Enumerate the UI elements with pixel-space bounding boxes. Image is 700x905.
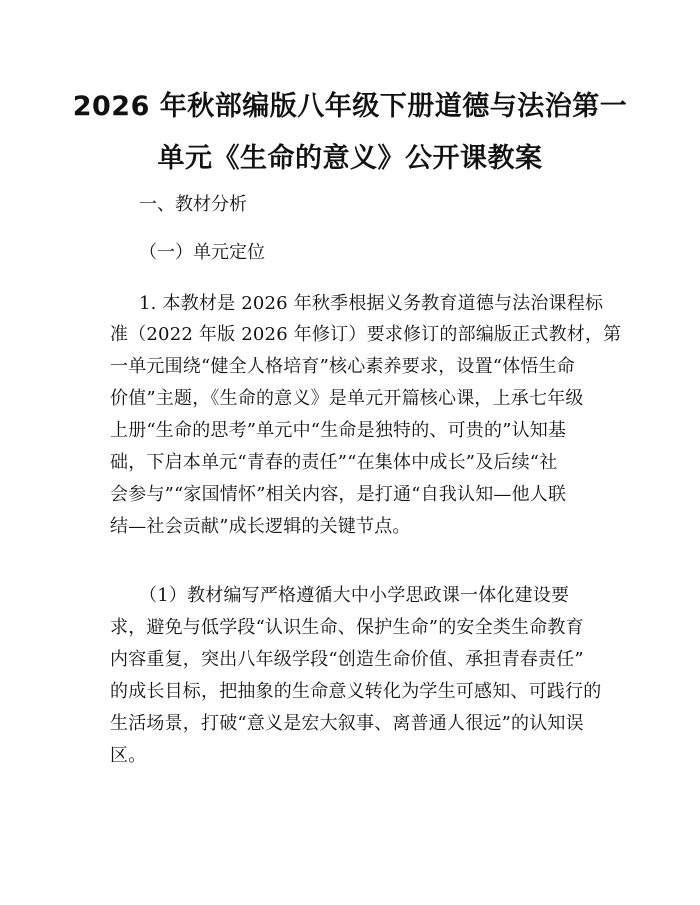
paragraph-1-line-7: 会参与”“家国情怀”相关内容，是打通“自我认知—他人联	[110, 484, 567, 505]
paragraph-1-line-8: 结—社会贡献”成长逻辑的关键节点。	[110, 516, 411, 537]
paragraph-1-line-6: 础，下启本单元“青春的责任”“在集体中成长”及后续“社	[110, 452, 558, 473]
paragraph-2-line-6: 区。	[110, 745, 147, 766]
paragraph-1-line-2: 准（2022 年版 2026 年修订）要求修订的部编版正式教材，第	[110, 324, 622, 345]
document-title-line-1: 2026 年秋部编版八年级下册道德与法治第一	[72, 91, 628, 122]
paragraph-2-line-2: 求，避免与低学段“认识生命、保护生命”的安全类生命教育	[110, 617, 584, 638]
paragraph-2-line-5: 生活场景，打破“意义是宏大叙事、离普通人很远”的认知误	[110, 713, 584, 734]
paragraph-2-line-1: （1）教材编写严格遵循大中小学思政课一体化建设要	[139, 585, 570, 606]
section-heading: 一、教材分析	[139, 194, 247, 215]
paragraph-1-line-3: 一单元围绕“健全人格培育”核心素养要求，设置“体悟生命	[110, 356, 576, 377]
document-title-line-2: 单元《生命的意义》公开课教案	[157, 143, 543, 174]
paragraph-2-line-3: 内容重复，突出八年级学段“创造生命价值、承担青春责任”	[110, 649, 584, 670]
paragraph-1-line-1: 1. 本教材是 2026 年秋季根据义务教育道德与法治课程标	[139, 293, 604, 314]
subsection-heading: （一）单元定位	[139, 242, 265, 263]
paragraph-1-line-5: 上册“生命的思考”单元中“生命是独特的、可贵的”认知基	[110, 420, 567, 441]
paragraph-1-line-4: 价值”主题，《生命的意义》是单元开篇核心课，上承七年级	[110, 388, 584, 409]
paragraph-2-line-4: 的成长目标，把抽象的生命意义转化为学生可感知、可践行的	[110, 681, 602, 702]
